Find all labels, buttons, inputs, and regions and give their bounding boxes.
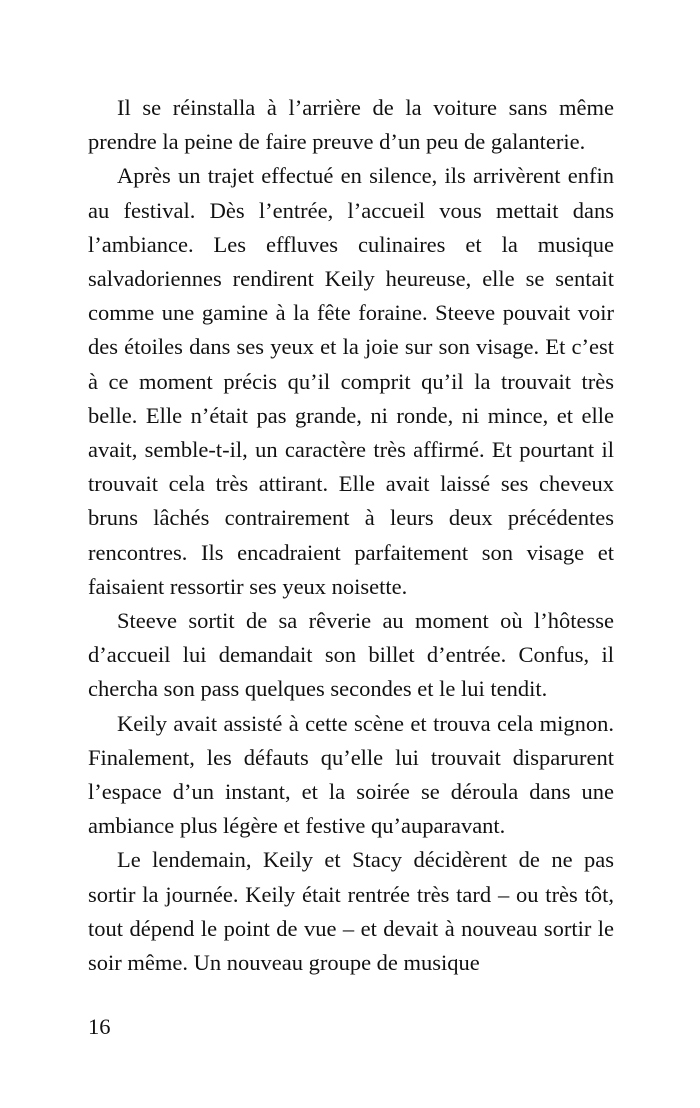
page-number: 16 <box>88 1014 111 1039</box>
paragraph: Steeve sortit de sa rêverie au moment où l’hôtesse d’accueil lui demandait son billet d’entrée. Confus, il chercha son pass quelques secondes et le lui tendit. <box>88 608 614 702</box>
body-text <box>88 91 614 980</box>
paragraph: Il se réinstalla à l’arrière de la voiture sans même prendre la peine de faire preuve d’un peu de galanterie. <box>88 95 614 155</box>
paragraph: Keily avait assisté à cette scène et trouva cela mignon. Finalement, les défauts qu’elle lui trouvait disparurent l’espace d’un instant, et la soirée se déroula dans une ambiance plus légère et festive qu’auparavant. <box>88 710 614 839</box>
paragraph: Le lendemain, Keily et Stacy décidèrent de ne pas sortir la journée. Keily était rentrée très tard – ou très tôt, tout dépend le point de vue – et devait à nouveau sortir le soir même. Un nouveau groupe de musique <box>88 847 614 976</box>
paragraph: Après un trajet effectué en silence, ils arrivèrent enfin au festival. Dès l’entrée, l’accueil vous mettait dans l’ambiance. Les effluves culinaires et la musique salvadoriennes rendirent Keily heureuse, elle se sentait comme une gamine à la fête foraine. Steeve pouvait voir des étoiles dans ses yeux et la joie sur son visage. Et c’est à ce moment précis qu’il comprit qu’il la trouvait très belle. Elle n’était pas grande, ni ronde, ni mince, et elle avait, semble-t-il, un caractère très affirmé. Et pourtant il trouvait cela très attirant. Elle avait laissé ses cheveux bruns lâchés contrairement à leurs deux précédentes rencontres. Ils encadraient parfaitement son visage et faisaient ressortir ses yeux noisette. <box>88 163 614 599</box>
